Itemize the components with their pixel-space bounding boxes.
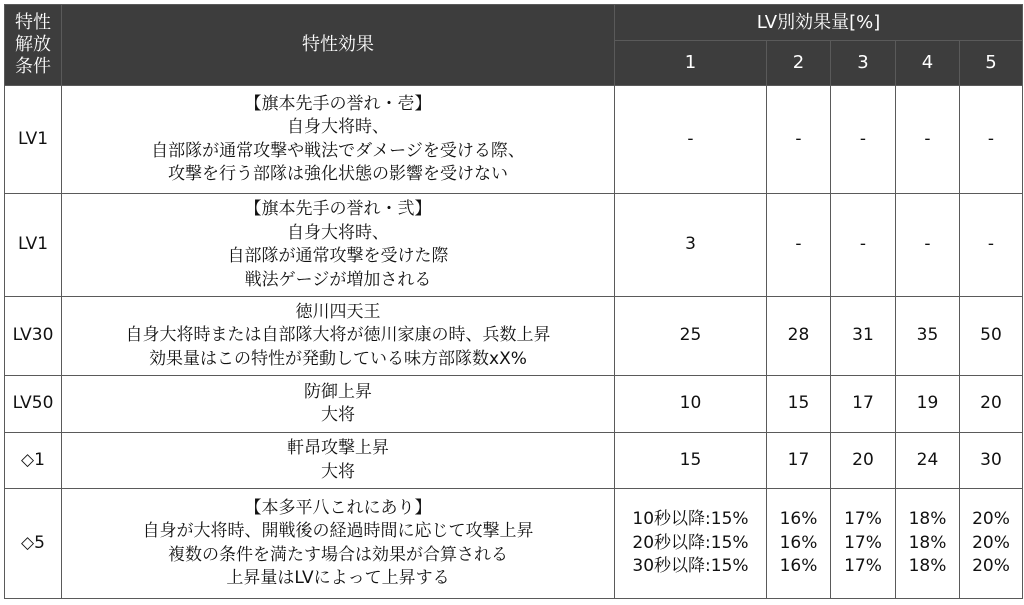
table-row xyxy=(5,86,1023,194)
table-row xyxy=(5,376,1023,433)
level-value-cell xyxy=(831,86,896,194)
level-value: 20秒以降:15% xyxy=(632,532,749,553)
level-value-cell xyxy=(831,194,896,297)
level-value: 17% xyxy=(844,556,882,577)
level-value: 17 xyxy=(787,449,810,470)
level-value: 20% xyxy=(972,509,1010,530)
level-value-cell xyxy=(615,86,767,194)
level-value: - xyxy=(924,128,931,149)
level-value-cell xyxy=(767,489,831,599)
effect-line: 自部隊が通常攻撃を受けた際 xyxy=(227,246,449,266)
level-value: - xyxy=(795,128,802,149)
effect-line: 攻撃を行う部隊は強化状態の影響を受けない xyxy=(168,164,508,184)
level-value: 17% xyxy=(844,509,882,530)
effect-line: 【本多平八これにあり】 xyxy=(244,497,432,518)
level-value: 50 xyxy=(980,325,1002,346)
header-level: 1 xyxy=(615,41,767,86)
effect-line: 複数の条件を満たす場合は効果が合算される xyxy=(168,544,508,565)
effect-line: 自部隊が通常攻撃や戦法でダメージを受ける際、 xyxy=(151,140,525,161)
level-value: 20 xyxy=(852,449,874,470)
level-value-cell xyxy=(960,194,1023,297)
level-value-cell xyxy=(960,86,1023,194)
effect-cell xyxy=(62,433,615,489)
trait-table xyxy=(4,4,1023,599)
level-value-cell xyxy=(896,86,960,194)
level-value-cell xyxy=(615,489,767,599)
level-value: - xyxy=(859,234,867,255)
level-value-cell xyxy=(960,297,1023,376)
table-row xyxy=(5,489,1023,599)
level-value: 20% xyxy=(972,532,1010,553)
level-value: 30 xyxy=(980,449,1002,470)
header-condition xyxy=(5,5,62,86)
table-row xyxy=(5,433,1023,489)
level-value-cell xyxy=(960,433,1023,489)
header-level: 3 xyxy=(831,41,896,86)
header-level: 5 xyxy=(960,41,1023,86)
level-value: 3 xyxy=(685,234,696,255)
level-value: 15 xyxy=(787,393,810,414)
level-value-cell xyxy=(767,194,831,297)
level-value: 18% xyxy=(908,556,947,577)
level-value-cell xyxy=(615,194,767,297)
level-value: - xyxy=(859,128,867,149)
effect-line: 自身が大将時、開戦後の経過時間に応じて攻撃上昇 xyxy=(142,521,534,541)
level-value: 20% xyxy=(972,556,1010,577)
effect-line: 【旗本先手の誉れ・壱】 xyxy=(244,93,432,114)
header-condition-line: 条件 xyxy=(15,56,51,77)
condition-cell: LV1 xyxy=(5,86,62,194)
level-value: - xyxy=(924,234,931,255)
level-value: 17 xyxy=(852,393,874,414)
header-level: 2 xyxy=(767,41,831,86)
level-value-cell xyxy=(615,433,767,489)
header-lv-group: LV別効果量[%] xyxy=(615,5,1023,41)
level-value-cell xyxy=(767,297,831,376)
level-value: - xyxy=(795,234,802,255)
level-value-cell xyxy=(896,489,960,599)
effect-line: 上昇量はLVによって上昇する xyxy=(226,568,450,588)
header-level: 4 xyxy=(896,41,960,86)
level-value-cell xyxy=(767,86,831,194)
level-value-cell xyxy=(960,376,1023,433)
level-value: 24 xyxy=(916,449,939,470)
table-row xyxy=(5,194,1023,297)
level-value: 28 xyxy=(787,325,810,346)
condition-cell: LV30 xyxy=(5,297,62,376)
effect-cell xyxy=(62,489,615,599)
level-value: - xyxy=(987,128,995,149)
condition-cell: ◇5 xyxy=(5,489,62,599)
level-value: 35 xyxy=(916,325,939,346)
header-condition-line: 解放 xyxy=(15,34,51,55)
level-value: 18% xyxy=(908,532,947,553)
effect-line: 軒昂攻撃上昇 xyxy=(287,438,389,458)
level-value-cell xyxy=(831,376,896,433)
level-value: 16% xyxy=(779,509,818,530)
condition-cell: ◇1 xyxy=(5,433,62,489)
effect-line: 徳川四天王 xyxy=(295,301,381,322)
level-value: - xyxy=(987,234,995,255)
header-effect: 特性効果 xyxy=(62,5,615,86)
level-value-cell xyxy=(896,297,960,376)
level-value-cell xyxy=(896,376,960,433)
effect-line: 【旗本先手の誉れ・弐】 xyxy=(244,199,432,219)
level-value: 16% xyxy=(779,532,818,553)
effect-line: 自身大将時、 xyxy=(287,222,389,243)
condition-cell: LV1 xyxy=(5,194,62,297)
table-body xyxy=(5,86,1023,599)
effect-line: 大将 xyxy=(321,461,355,482)
level-value: 18% xyxy=(908,509,947,530)
level-value-cell xyxy=(831,297,896,376)
level-value: 25 xyxy=(679,325,702,346)
level-value: 30秒以降:15% xyxy=(632,556,749,577)
level-value: 16% xyxy=(779,556,818,577)
level-value: 17% xyxy=(844,532,882,553)
level-value-cell xyxy=(960,489,1023,599)
level-value: 10 xyxy=(679,393,702,414)
level-value: 20 xyxy=(980,393,1002,414)
effect-cell xyxy=(62,194,615,297)
effect-line: 自身大将時または自部隊大将が徳川家康の時、兵数上昇 xyxy=(125,325,551,346)
effect-cell xyxy=(62,297,615,376)
level-value: 15 xyxy=(679,449,702,470)
effect-line: 戦法ゲージが増加される xyxy=(244,269,432,290)
level-value-cell xyxy=(615,376,767,433)
level-value-cell xyxy=(831,489,896,599)
header-condition-line: 特性 xyxy=(15,12,51,33)
level-value: - xyxy=(687,128,694,149)
effect-cell xyxy=(62,86,615,194)
level-value-cell xyxy=(831,433,896,489)
level-value-cell xyxy=(767,376,831,433)
level-value-cell xyxy=(896,433,960,489)
level-value: 10秒以降:15% xyxy=(632,509,749,530)
level-value: 31 xyxy=(852,325,874,346)
effect-line: 防御上昇 xyxy=(304,381,372,402)
level-value-cell xyxy=(615,297,767,376)
level-value-cell xyxy=(896,194,960,297)
effect-line: 大将 xyxy=(321,405,355,425)
level-value: 19 xyxy=(916,393,939,414)
level-value-cell xyxy=(767,433,831,489)
effect-line: 自身大将時、 xyxy=(287,117,389,137)
condition-cell: LV50 xyxy=(5,376,62,433)
effect-line: 効果量はこの特性が発動している味方部隊数xX% xyxy=(149,348,527,369)
effect-cell xyxy=(62,376,615,433)
table-row xyxy=(5,297,1023,376)
